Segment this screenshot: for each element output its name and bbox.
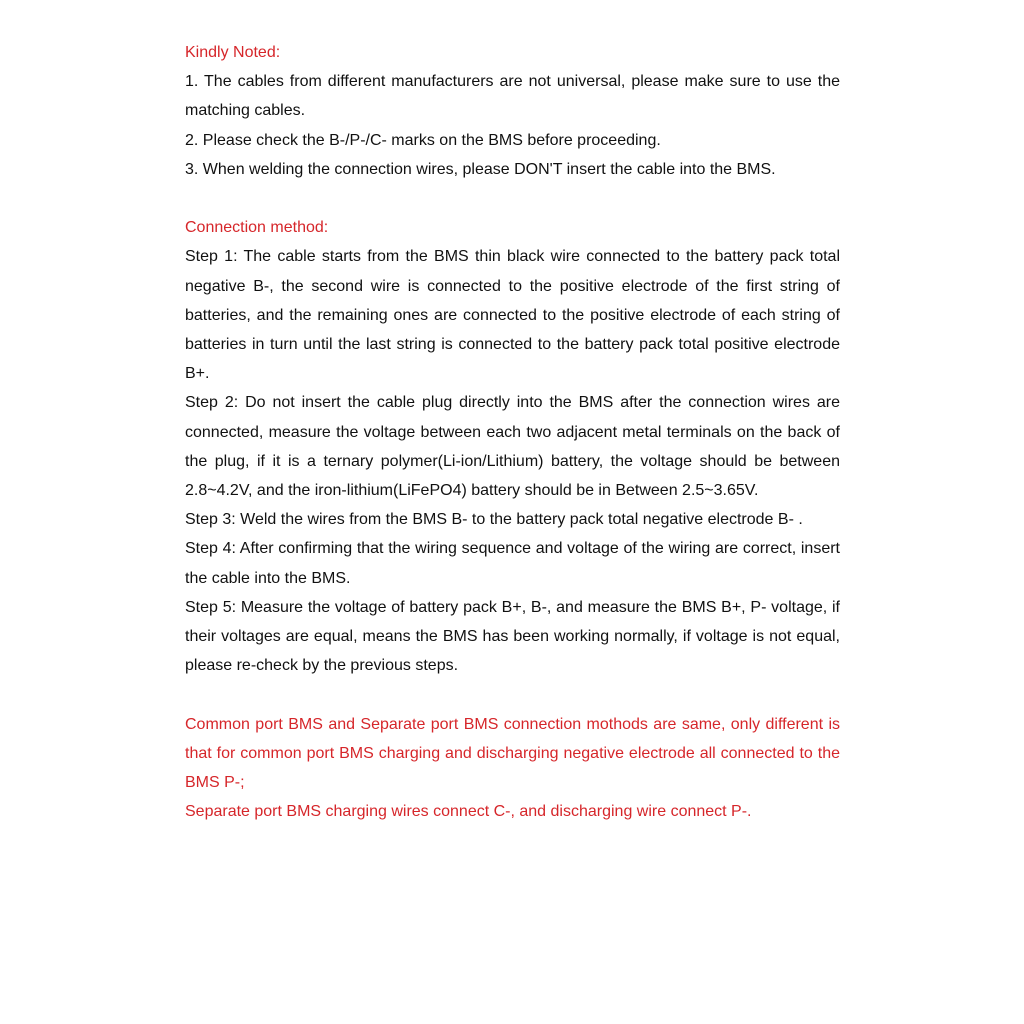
note-item-3: 3. When welding the connection wires, please DON'T insert the cable into the BMS. bbox=[185, 160, 776, 178]
note-item-2: 2. Please check the B-/P-/C- marks on the BMS before proceeding. bbox=[185, 131, 661, 149]
notes-heading: Kindly Noted: bbox=[185, 44, 281, 61]
step-1: Step 1: The cable starts from the BMS thin black wire connected to the battery pack total negative B-, the second wire is connected to the positive electrode of the first string of batteries, and the remaining ones are connected to the positive electrode of each string of batteries in turn until the last string is connected to the battery pack total positive electrode B+. bbox=[185, 248, 840, 383]
note-item-1: 1. The cables from different manufacturers are not universal, please make sure to use the matching cables. bbox=[185, 73, 840, 120]
step-4: Step 4: After confirming that the wiring sequence and voltage of the wiring are correct, insert the cable into the BMS. bbox=[185, 540, 840, 587]
document-body bbox=[185, 38, 840, 826]
section-spacer bbox=[185, 680, 840, 709]
step-3: Step 3: Weld the wires from the BMS B- to the battery pack total negative electrode B- . bbox=[185, 511, 803, 529]
step-2: Step 2: Do not insert the cable plug directly into the BMS after the connection wires are connected, measure the voltage between each two adjacent metal terminals on the back of the plug, if it is a ternary polymer(Li-ion/Lithium) battery, the voltage should be between 2.8~4.2V, and the iron-lithium(LiFePO4) battery should be in Between 2.5~3.65V. bbox=[185, 394, 840, 500]
method-heading: Connection method: bbox=[185, 219, 329, 237]
step-5: Step 5: Measure the voltage of battery pack B+, B-, and measure the BMS B+, P- voltage, if their voltages are equal, means the BMS has been working normally, if voltage is not equal, please re-check by the previous steps. bbox=[185, 598, 840, 675]
section-spacer bbox=[185, 184, 840, 213]
common-port-note: Common port BMS and Separate port BMS connection mothods are same, only different is that for common port BMS charging and discharging negative electrode all connected to the BMS P-; bbox=[185, 715, 840, 792]
separate-port-note: Separate port BMS charging wires connect C-, and discharging wire connect P-. bbox=[185, 803, 752, 821]
